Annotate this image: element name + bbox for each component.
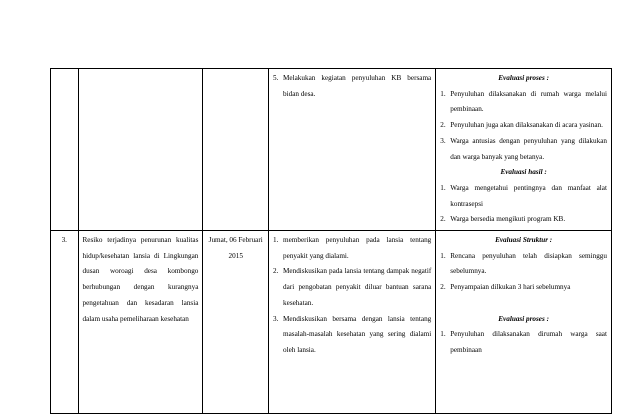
- list-item: [440, 118, 607, 134]
- list-item: [440, 327, 607, 358]
- item-text: Mendiskusikan pada lansia tentang dampak negatif dari pengobatan penyakit diluar bantuan sarana kesehatan.: [283, 267, 432, 307]
- nursing-plan-table: [50, 68, 612, 414]
- evaluation-structure-heading: Evaluasi Struktur :: [495, 236, 553, 244]
- problem-cell: Resiko terjadinya penurunan kualitas hidup/kesehatan lansia di Lingkungan dusan woroagi desa kombongo berhubungan dengan kurangnya pengetahuan dan kesadaran lansia dalam usaha pemeliharaan kesehatan: [78, 231, 203, 414]
- activity-cell: [269, 69, 436, 231]
- problem-cell: [78, 69, 203, 231]
- evaluation-process-list: [440, 327, 607, 358]
- activity-cell: [269, 231, 436, 414]
- item-text: Melakukan kegiatan penyuluhan KB bersama bidan desa.: [283, 74, 432, 98]
- item-text: Warga mengetahui pentingnya dan manfaat alat kontrasepsi: [450, 183, 607, 208]
- item-number: 1.: [440, 251, 446, 260]
- list-item: [273, 264, 431, 311]
- item-number: 1.: [440, 183, 446, 192]
- item-number: 1.: [440, 89, 446, 98]
- list-item: [273, 233, 431, 264]
- evaluation-result-list: [440, 181, 607, 228]
- list-item: [440, 87, 607, 118]
- list-item: [273, 71, 431, 102]
- table-row: [51, 69, 612, 231]
- number-cell: 3.: [51, 231, 79, 414]
- evaluation-structure-list: [440, 249, 607, 296]
- item-number: 3.: [273, 314, 279, 323]
- item-text: memberikan penyuluhan pada lansia tentang penyakit yang dialami.: [283, 236, 432, 260]
- item-number: 5.: [273, 74, 279, 82]
- item-text: Mendiskusikan bersama dengan lansia tentang masalah-masalah kesehatan yang sering dialami oleh lansia.: [283, 314, 432, 354]
- list-item: [440, 134, 607, 165]
- activity-list: [273, 71, 431, 102]
- item-text: Penyampaian dilkukan 3 hari sebelumnya: [450, 283, 571, 292]
- item-number: 1.: [440, 330, 446, 339]
- evaluation-process-heading: Evaluasi proses :: [498, 314, 549, 323]
- date-cell: Jumat, 06 Februari 2015: [203, 231, 269, 414]
- evaluation-cell: [436, 231, 612, 414]
- evaluation-cell: [436, 69, 612, 231]
- list-item: [440, 181, 607, 212]
- item-number: 2.: [440, 283, 446, 292]
- date-cell: [203, 69, 269, 231]
- item-text: Penyuluhan dilaksanakan dirumah warga saat pembinaan: [450, 330, 607, 354]
- item-text: Warga antusias dengan penyuluhan yang dilakukan dan warga banyak yang betanya.: [450, 136, 607, 161]
- list-item: [440, 249, 607, 280]
- blank-line: [440, 296, 607, 312]
- item-text: Penyuluhan dilaksanakan di rumah warga melalui pembinaan.: [450, 89, 607, 114]
- list-item: [273, 312, 431, 359]
- item-text: Warga bersedia mengikuti program KB.: [450, 215, 566, 224]
- table-row: [51, 231, 612, 414]
- item-number: 2.: [440, 215, 446, 224]
- item-number: 2.: [440, 121, 446, 130]
- item-number: 2.: [273, 267, 279, 276]
- item-number: 3.: [440, 136, 446, 145]
- evaluation-result-heading: Evaluasi hasil :: [500, 168, 547, 177]
- activity-list: [273, 233, 431, 359]
- item-text: Penyuluhan juga akan dilaksanakan di acara yasinan.: [450, 121, 603, 130]
- evaluation-process-list: [440, 87, 607, 166]
- evaluation-process-heading: Evaluasi proses :: [498, 74, 549, 82]
- list-item: [440, 280, 607, 296]
- list-item: [440, 212, 607, 228]
- item-number: 1.: [273, 236, 279, 244]
- item-text: Rencana penyuluhan telah disiapkan seminggu sebelumnya.: [450, 251, 607, 276]
- number-cell: [51, 69, 79, 231]
